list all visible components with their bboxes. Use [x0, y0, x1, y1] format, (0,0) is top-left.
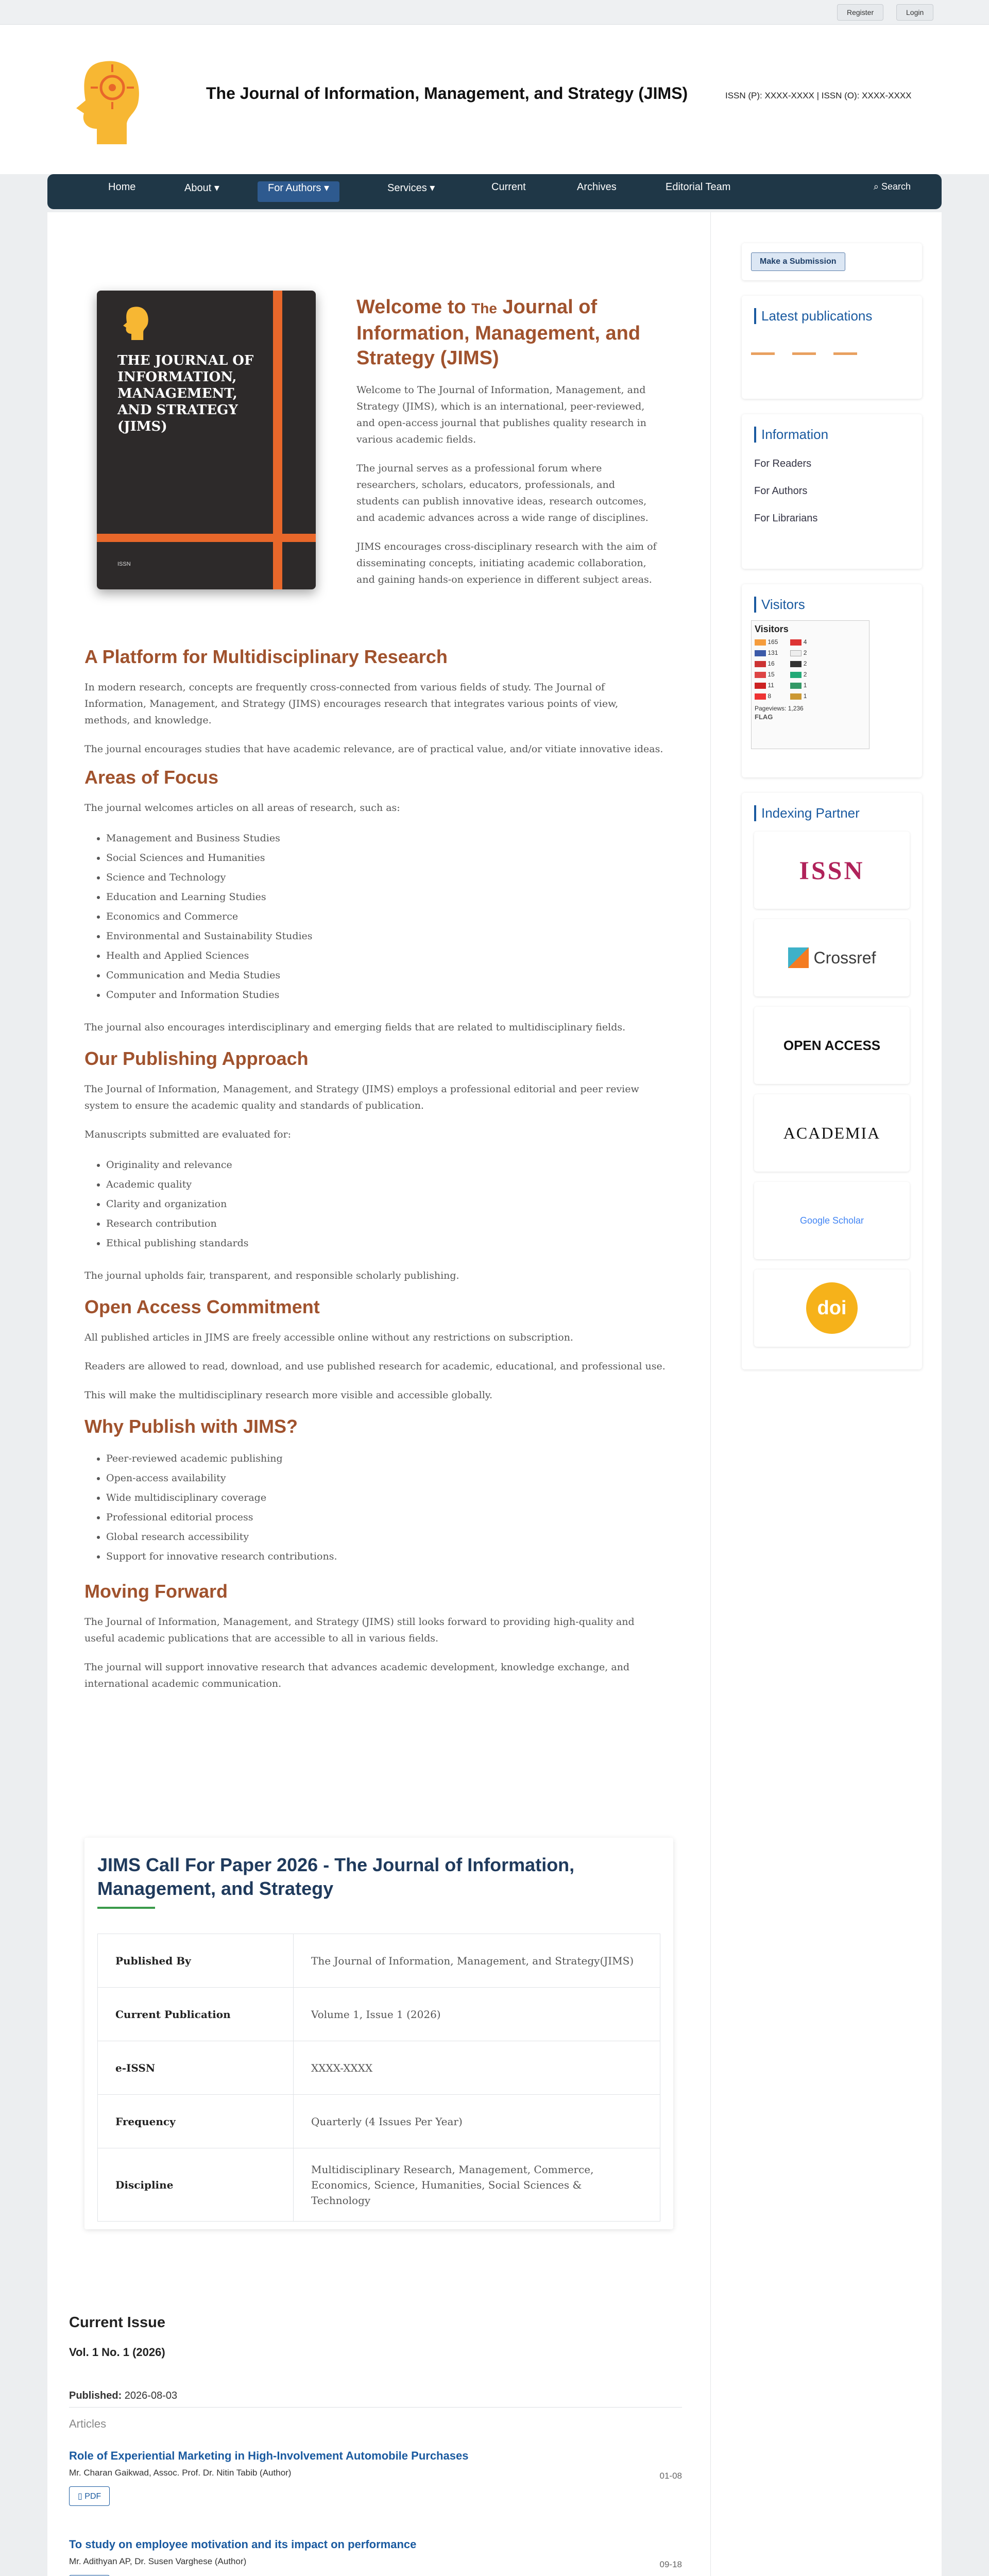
latest-thumb[interactable] [792, 352, 816, 355]
flag-icon [790, 672, 802, 678]
approach-heading: Our Publishing Approach [84, 1048, 309, 1069]
flag-row [755, 669, 778, 680]
divider [69, 2407, 682, 2408]
flag-column [790, 637, 807, 702]
table-row [98, 1988, 660, 2041]
chevron-down-icon: ▾ [323, 182, 329, 194]
nav-home[interactable]: Home [108, 181, 136, 193]
flag-count: 1 [803, 692, 807, 700]
crossref-logo: Crossref [813, 948, 876, 967]
areas-intro: The journal welcomes articles on all areas of research, such as: [84, 802, 400, 814]
list-item: • Computer and Information Studies [106, 985, 667, 1005]
pdf-button[interactable] [69, 2486, 110, 2506]
nav-search[interactable] [874, 181, 911, 202]
flag-count: 16 [768, 660, 775, 667]
list-item: • Communication and Media Studies [106, 965, 667, 985]
issn-logo: ISSN [799, 856, 865, 885]
latest-title: Latest publications [754, 308, 910, 324]
forward-p1: The Journal of Information, Management, and Strategy (JIMS) still looks forward to providing high-quality and useful academic publications that are accessible to all in various fields. [84, 1616, 635, 1644]
crossref-icon [788, 947, 809, 968]
openaccess-p2: Readers are allowed to read, download, and use published research for academic, educational, and professional use. [84, 1361, 666, 1372]
partner-google-scholar[interactable] [754, 1182, 910, 1259]
openaccess-p1: All published articles in JIMS are freely accessible online without any restrictions on subscription. [84, 1332, 573, 1343]
why-heading: Why Publish with JIMS? [84, 1416, 298, 1437]
file-icon: ▯ [78, 2492, 82, 2501]
welcome-heading [356, 295, 660, 370]
cfp-underline [97, 1907, 155, 1909]
flag-icon [755, 650, 766, 656]
table-key: Current Publication [98, 1988, 294, 2041]
main-nav [47, 174, 942, 209]
register-button[interactable]: Register [837, 4, 883, 21]
table-value: Volume 1, Issue 1 (2026) [294, 1988, 660, 2041]
flag-counter-grid [755, 637, 866, 702]
nav-archives[interactable]: Archives [577, 181, 617, 193]
list-item: • Open-access availability [106, 1468, 667, 1488]
welcome-p2: The journal serves as a professional forum where researchers, scholars, educators, professionals, and students can publish innovative ideas, research outcomes, and academic advances across a wide range of disciplines. [356, 463, 649, 523]
published-date: 2026-08-03 [124, 2390, 178, 2401]
partner-academia[interactable] [754, 1094, 910, 1172]
welcome-section [356, 295, 660, 600]
areas-outro: The journal also encourages interdisciplinary and emerging fields that are related to multidisciplinary fields. [84, 1022, 626, 1033]
flag-icon [790, 661, 802, 667]
issue-published [69, 2390, 682, 2402]
cfp-box [84, 1838, 673, 2229]
forward-heading: Moving Forward [84, 1581, 228, 1602]
flag-counter-badge: FLAG [755, 713, 773, 721]
flag-count: 2 [803, 660, 807, 667]
flag-icon [790, 693, 802, 700]
table-row [98, 2041, 660, 2095]
cover-stripe [273, 291, 282, 589]
table-key: Discipline [98, 2148, 294, 2222]
list-item: • Support for innovative research contributions. [106, 1547, 667, 1566]
partner-issn[interactable] [754, 832, 910, 909]
nav-editorial-team[interactable]: Editorial Team [666, 181, 731, 193]
article-title[interactable]: Role of Experiential Marketing in High-Involvement Automobile Purchases [69, 2449, 469, 2462]
list-item: • Academic quality [106, 1175, 667, 1194]
flag-row [790, 669, 807, 680]
article-authors: Mr. Charan Gaikwad, Assoc. Prof. Dr. Nitin Tabib (Author) [69, 2468, 292, 2478]
article-item [69, 2449, 682, 2527]
cover-issn: ISSN [117, 561, 131, 567]
list-item: • Global research accessibility [106, 1527, 667, 1547]
welcome-heading-the: The [471, 300, 497, 316]
cfp-table [97, 1934, 660, 2222]
article-item [69, 2538, 682, 2576]
article-pages: 01-08 [659, 2471, 682, 2481]
flag-row [755, 691, 778, 702]
login-button[interactable]: Login [896, 4, 933, 21]
article-pages: 09-18 [659, 2560, 682, 2569]
table-value: XXXX-XXXX [294, 2041, 660, 2095]
for-authors-link[interactable]: For Authors [754, 485, 808, 497]
list-item: • Environmental and Sustainability Studies [106, 926, 667, 946]
list-item: • Management and Business Studies [106, 828, 667, 848]
main-wrapper [47, 212, 942, 2576]
openaccess-heading: Open Access Commitment [84, 1296, 320, 1317]
openaccess-p3: This will make the multidisciplinary research more visible and accessible globally. [84, 1389, 493, 1401]
flag-row [755, 637, 778, 648]
flag-row [755, 658, 778, 669]
flag-row [790, 648, 807, 658]
about-sections [84, 646, 667, 1704]
pageviews: Pageviews: 1,236 [755, 705, 804, 712]
flag-column [755, 637, 778, 702]
partner-crossref[interactable] [754, 919, 910, 996]
search-icon: ⌕ [873, 181, 879, 192]
table-value: Quarterly (4 Issues Per Year) [294, 2095, 660, 2148]
site-header [0, 25, 989, 174]
information-block [742, 414, 922, 569]
flag-row [755, 680, 778, 691]
flag-count: 1 [803, 682, 807, 689]
flag-icon [755, 661, 766, 667]
nav-current[interactable]: Current [491, 181, 526, 193]
journal-cover [97, 291, 316, 589]
table-key: Frequency [98, 2095, 294, 2148]
submission-block [742, 243, 922, 280]
sidebar [742, 243, 922, 1385]
current-issue-section [69, 2314, 682, 2569]
latest-thumb[interactable] [751, 352, 775, 355]
list-item: • Peer-reviewed academic publishing [106, 1449, 667, 1468]
nav-services-label: Services [387, 182, 427, 194]
areas-list [106, 828, 667, 1005]
flag-icon [790, 650, 802, 656]
platform-heading: A Platform for Multidisciplinary Research [84, 646, 448, 667]
table-row [98, 1934, 660, 1988]
partner-doi[interactable] [754, 1269, 910, 1347]
nav-for-authors[interactable] [258, 181, 339, 202]
why-list [106, 1449, 667, 1566]
make-submission-button[interactable]: Make a Submission [751, 252, 845, 271]
cfp-heading: JIMS Call For Paper 2026 - The Journal of Information, Management, and Strategy [97, 1854, 575, 1899]
welcome-heading-a: Welcome to [356, 296, 466, 318]
information-title: Information [754, 427, 910, 443]
issue-volume[interactable]: Vol. 1 No. 1 (2026) [69, 2346, 165, 2359]
issn-text: ISSN (P): XXXX-XXXX | ISSN (O): XXXX-XXXX [725, 91, 912, 100]
flag-count: 8 [768, 692, 772, 700]
flag-count: 165 [768, 638, 778, 646]
list-item: • Ethical publishing standards [106, 1233, 667, 1253]
nav-search-label: Search [881, 181, 911, 192]
current-issue-heading: Current Issue [69, 2314, 165, 2331]
chevron-down-icon: ▾ [214, 182, 219, 194]
flag-icon [755, 639, 766, 646]
cover-title: THE JOURNAL OF INFORMATION, MANAGEMENT, AND STRATEGY (JIMS) [117, 353, 254, 434]
nav-for-authors-label: For Authors [268, 182, 321, 194]
list-item: • Education and Learning Studies [106, 887, 667, 907]
flag-count: 2 [803, 671, 807, 678]
list-item: • Science and Technology [106, 868, 667, 887]
flag-row [790, 691, 807, 702]
welcome-p3: JIMS encourages cross-disciplinary research with the aim of disseminating concepts, initiating academic collaboration, and gaining hands-on experience in different subject areas. [356, 541, 657, 585]
cover-logo-icon [117, 303, 154, 344]
flag-icon [755, 672, 766, 678]
platform-p2: The journal encourages studies that have academic relevance, are of practical value, and/or vitiate innovative ideas. [84, 743, 663, 754]
chevron-down-icon: ▾ [430, 182, 435, 194]
table-key: Published By [98, 1934, 294, 1988]
list-item: • Social Sciences and Humanities [106, 848, 667, 868]
flag-count: 131 [768, 649, 778, 656]
flag-icon [790, 683, 802, 689]
flag-count: 4 [803, 638, 807, 646]
open-access-logo: OPEN ACCESS [783, 1037, 881, 1053]
for-readers-link[interactable]: For Readers [754, 458, 812, 469]
approach-p3: The journal upholds fair, transparent, and responsible scholarly publishing. [84, 1270, 459, 1281]
flag-counter[interactable] [751, 620, 869, 749]
areas-heading: Areas of Focus [84, 767, 219, 788]
flag-row [755, 648, 778, 658]
for-librarians-link[interactable]: For Librarians [754, 513, 818, 524]
flag-count: 2 [803, 649, 807, 656]
forward-p2: The journal will support innovative research that advances academic development, knowledge exchange, and international academic communication. [84, 1662, 630, 1689]
list-item: • Professional editorial process [106, 1507, 667, 1527]
flag-count: 11 [768, 682, 774, 689]
nav-services[interactable] [377, 181, 445, 202]
list-item: • Clarity and organization [106, 1194, 667, 1214]
flag-icon [755, 683, 766, 689]
articles-label: Articles [69, 2417, 107, 2430]
visitors-title: Visitors [754, 597, 910, 613]
flag-row [790, 637, 807, 648]
flag-row [790, 680, 807, 691]
welcome-heading-c: Journal of Information, Management, and Strategy (JIMS) [356, 296, 641, 369]
flag-icon [790, 639, 802, 646]
indexing-title: Indexing Partner [754, 805, 910, 821]
approach-p1: The Journal of Information, Management, and Strategy (JIMS) employs a professional editorial and peer review system to ensure the academic quality and standards of publication. [84, 1083, 639, 1111]
list-item: • Originality and relevance [106, 1155, 667, 1175]
main-content [47, 212, 711, 2576]
nav-about-label: About [184, 182, 212, 194]
doi-logo: doi [806, 1282, 858, 1334]
academia-logo: ACADEMIA [783, 1123, 881, 1142]
welcome-p1: Welcome to The Journal of Information, Management, and Strategy (JIMS), which is an international, peer-reviewed, and open-access journal that publishes quality research in various academic fields. [356, 384, 646, 445]
journal-logo-icon[interactable] [66, 52, 148, 155]
indexing-block [742, 793, 922, 1369]
list-item: • Economics and Commerce [106, 907, 667, 926]
article-authors: Mr. Adithyan AP, Dr. Susen Varghese (Author) [69, 2556, 247, 2566]
top-bar [0, 0, 989, 25]
published-label: Published: [69, 2390, 122, 2401]
flag-row [790, 658, 807, 669]
visitors-block [742, 584, 922, 777]
cover-stripe [97, 534, 316, 542]
approach-p2: Manuscripts submitted are evaluated for: [84, 1129, 292, 1140]
flag-count: 15 [768, 671, 775, 678]
table-row [98, 2095, 660, 2148]
list-item: • Health and Applied Sciences [106, 946, 667, 965]
latest-thumb[interactable] [833, 352, 857, 355]
table-row [98, 2148, 660, 2222]
list-item: • Wide multidisciplinary coverage [106, 1488, 667, 1507]
table-value: The Journal of Information, Management, and Strategy(JIMS) [294, 1934, 660, 1988]
partner-open-access[interactable] [754, 1007, 910, 1084]
google-scholar-logo: Google Scholar [799, 1215, 864, 1226]
article-title[interactable]: To study on employee motivation and its impact on performance [69, 2538, 417, 2551]
list-item: • Research contribution [106, 1214, 667, 1233]
flag-counter-title: Visitors [755, 624, 789, 634]
site-title[interactable]: The Journal of Information, Management, and Strategy (JIMS) [206, 84, 688, 103]
pdf-label: PDF [84, 2492, 101, 2501]
table-key: e-ISSN [98, 2041, 294, 2095]
table-value: Multidisciplinary Research, Management, Commerce, Economics, Science, Humanities, Social Sciences & Technology [294, 2148, 660, 2222]
nav-about[interactable] [174, 181, 230, 202]
platform-p1: In modern research, concepts are frequently cross-connected from various fields of study. The Journal of Information, Management, and Strategy (JIMS) encourages research that integrates various points of view, methods, and knowledge. [84, 682, 619, 726]
latest-block [742, 296, 922, 399]
approach-list [106, 1155, 667, 1253]
flag-icon [755, 693, 766, 700]
